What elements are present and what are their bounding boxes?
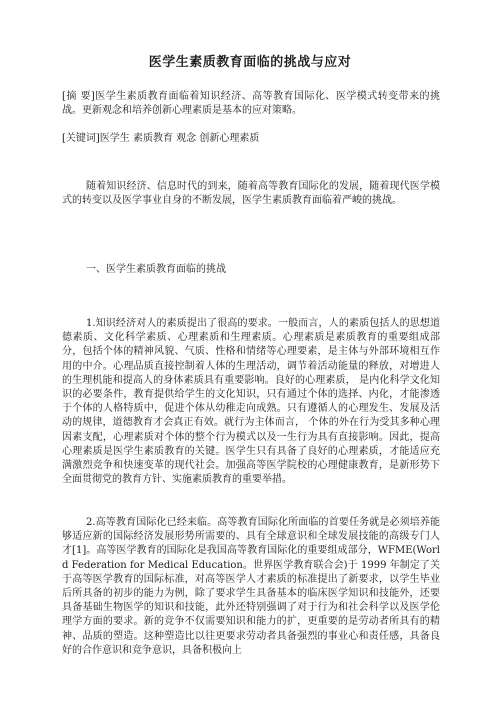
intro-paragraph: 随着知识经济、信息时代的到来，随着高等教育国际化的发展，随着现代医学模式的转变以及医学事业自身的不断发展，医学生素质教育面临着严峻的挑战。	[62, 181, 440, 207]
body-paragraph-2: 2.高等教育国际化已经来临。高等教育国际化所面临的首要任务就是必须培养能够适应新的国际经济发展形势所需要的、具有全球意识和全球发展技能的高级专门人才[1]。高等医学教育的国际化是我国高等教育国际化的重要组成部分，WFME(World Federation for Medical Education。世界医学教育联合会)于 1999 年制定了关于高等医学教育的国际标准，对高等医学人才素质的标准提出了新要求，以学生毕业后所具备的初步的能力为例，除了要求学生具备基本的临床医学知识和技能外，还要具备基础生物医学的知识和技能，此外还特别强调了对于行为和社会科学以及医学伦理学方面的要求。新的竞争不仅需要知识和能力的扩，更重要的是劳动者所具有的精神、品质的塑造。这种塑造比以往更要求劳动者具备强烈的事业心和责任感，具备良好的合作意识和竞争意识，具备积极向上	[62, 517, 440, 656]
body-paragraph-1: 1.知识经济对人的素质提出了很高的要求。一般而言，人的素质包括人的思想道德素质、文化科学素质、心理素质和生理素质。心理素质是素质教育的重要组成部分，包括个体的精神风貌、气质、性格和情绪等心理要素，是主体与外部环境相互作用的中介。心理品质直接控制着人体的生理活动，调节着活动能量的释放，对增进人的生理机能和提高人的身体素质具有重要影响。良好的心理素质， 是内化科学文化知识的必要条件，教育提供给学生的文化知识，只有通过个体的选择、内化，才能渗透于个体的人格特质中，促进个体从幼稚走向成熟。只有遵循人的心理发生、发展及活动的规律，道德教育才会真正有效。就行为主体而言， 个体的外在行为受其多种心理因素支配，心理素质对个体的整个行为模式以及一生行为具有直接影响。因此，提高心理素质是医学生素质教育的关键。医学生只有具备了良好的心理素质，才能适应充满激烈竞争和快速变革的现代社会。加强高等医学院校的心理健康教育，是新形势下全面贯彻党的教育方针、实施素质教育的重要举措。	[62, 318, 440, 486]
section-heading: 一、医学生素质教育面临的挑战	[86, 264, 226, 275]
keywords: [关键词]医学生 素质教育 观念 创新心理素质	[62, 133, 260, 144]
document-title: 医学生素质教育面临的挑战与应对	[148, 55, 352, 70]
abstract: [摘 要]医学生素质教育面临着知识经济、高等教育国际化、医学模式转变带来的挑战。更新观念和培养创新心理素质是基本的应对策略。	[62, 91, 440, 117]
